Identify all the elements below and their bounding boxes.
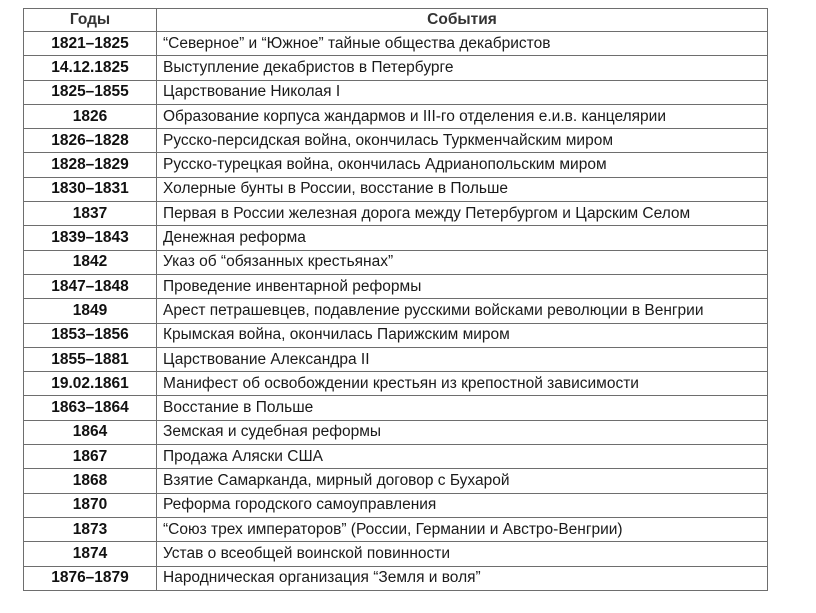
- year-cell: 14.12.1825: [24, 56, 157, 80]
- event-cell: Арест петрашевцев, подавление русскими войсками революции в Венгрии: [157, 299, 768, 323]
- table-row: [24, 396, 768, 420]
- table-row: [24, 542, 768, 566]
- year-cell: 19.02.1861: [24, 372, 157, 396]
- year-cell: 1874: [24, 542, 157, 566]
- event-cell: Холерные бунты в России, восстание в Польше: [157, 177, 768, 201]
- table-row: [24, 177, 768, 201]
- table-row: [24, 323, 768, 347]
- year-cell: 1828–1829: [24, 153, 157, 177]
- event-cell: Русско-турецкая война, окончилась Адрианопольским миром: [157, 153, 768, 177]
- table-row: [24, 56, 768, 80]
- year-cell: 1839–1843: [24, 226, 157, 250]
- header-years: Годы: [24, 9, 157, 32]
- year-cell: 1849: [24, 299, 157, 323]
- chronology-table-container: [23, 8, 767, 591]
- event-cell: Проведение инвентарной реформы: [157, 274, 768, 298]
- table-row: [24, 299, 768, 323]
- year-cell: 1842: [24, 250, 157, 274]
- table-row: [24, 202, 768, 226]
- year-cell: 1821–1825: [24, 32, 157, 56]
- year-cell: 1876–1879: [24, 566, 157, 590]
- year-cell: 1870: [24, 493, 157, 517]
- event-cell: Царствование Александра II: [157, 347, 768, 371]
- event-cell: Продажа Аляски США: [157, 445, 768, 469]
- table-row: [24, 469, 768, 493]
- table-row: [24, 250, 768, 274]
- table-row: [24, 104, 768, 128]
- event-cell: Денежная реформа: [157, 226, 768, 250]
- table-row: [24, 372, 768, 396]
- table-row: [24, 517, 768, 541]
- event-cell: Реформа городского самоуправления: [157, 493, 768, 517]
- table-row: [24, 32, 768, 56]
- table-row: [24, 420, 768, 444]
- event-cell: Манифест об освобождении крестьян из крепостной зависимости: [157, 372, 768, 396]
- year-cell: 1867: [24, 445, 157, 469]
- event-cell: Образование корпуса жандармов и III-го отделения е.и.в. канцелярии: [157, 104, 768, 128]
- event-cell: Выступление декабристов в Петербурге: [157, 56, 768, 80]
- table-body: [24, 32, 768, 591]
- event-cell: “Союз трех императоров” (России, Германии и Австро-Венгрии): [157, 517, 768, 541]
- year-cell: 1837: [24, 202, 157, 226]
- year-cell: 1855–1881: [24, 347, 157, 371]
- year-cell: 1864: [24, 420, 157, 444]
- table-row: [24, 274, 768, 298]
- year-cell: 1868: [24, 469, 157, 493]
- chronology-table: [23, 8, 768, 591]
- table-row: [24, 493, 768, 517]
- event-cell: Народническая организация “Земля и воля”: [157, 566, 768, 590]
- event-cell: Крымская война, окончилась Парижским миром: [157, 323, 768, 347]
- table-row: [24, 80, 768, 104]
- year-cell: 1847–1848: [24, 274, 157, 298]
- year-cell: 1826–1828: [24, 129, 157, 153]
- table-header: [24, 9, 768, 32]
- header-events: События: [157, 9, 768, 32]
- event-cell: Первая в России железная дорога между Петербургом и Царским Селом: [157, 202, 768, 226]
- year-cell: 1830–1831: [24, 177, 157, 201]
- event-cell: Указ об “обязанных крестьянах”: [157, 250, 768, 274]
- event-cell: Устав о всеобщей воинской повинности: [157, 542, 768, 566]
- event-cell: Взятие Самарканда, мирный договор с Бухарой: [157, 469, 768, 493]
- year-cell: 1863–1864: [24, 396, 157, 420]
- table-row: [24, 445, 768, 469]
- event-cell: Земская и судебная реформы: [157, 420, 768, 444]
- table-row: [24, 347, 768, 371]
- event-cell: Русско-персидская война, окончилась Туркменчайским миром: [157, 129, 768, 153]
- year-cell: 1826: [24, 104, 157, 128]
- event-cell: Восстание в Польше: [157, 396, 768, 420]
- year-cell: 1873: [24, 517, 157, 541]
- table-row: [24, 566, 768, 590]
- table-row: [24, 129, 768, 153]
- event-cell: Царствование Николая I: [157, 80, 768, 104]
- year-cell: 1825–1855: [24, 80, 157, 104]
- header-row: [24, 9, 768, 32]
- year-cell: 1853–1856: [24, 323, 157, 347]
- table-row: [24, 226, 768, 250]
- event-cell: “Северное” и “Южное” тайные общества декабристов: [157, 32, 768, 56]
- table-row: [24, 153, 768, 177]
